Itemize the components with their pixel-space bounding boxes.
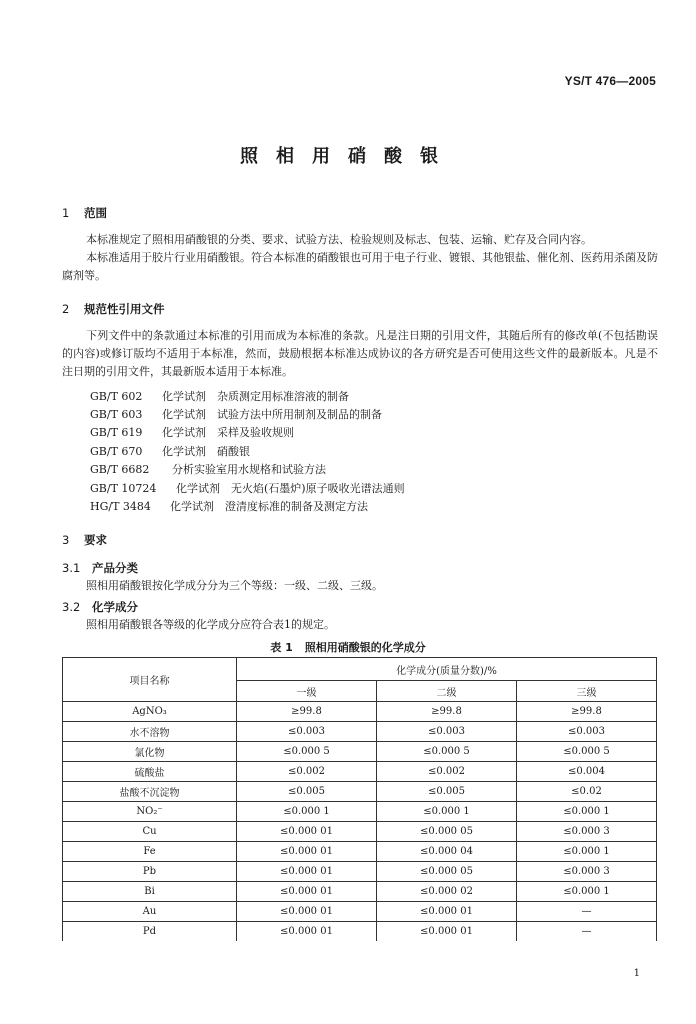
subsection-title: 产品分类	[92, 561, 138, 575]
paragraph-text: 下列文件中的条款通过本标准的引用而成为本标准的条款。凡是注日期的引用文件，其随后所有的修改单(不包括勘误的内容)或修订版均不适用于本标准，然而，鼓励根据本标准达成协议的各方研究是否可使用这些文件的最新版本。凡是不注日期的引用文件，其最新版本适用于本标准。	[62, 329, 658, 378]
subsection-number: 3.2	[62, 600, 81, 614]
cell-grade-1: ≤0.000 01	[237, 822, 377, 842]
reference-title: 化学试剂 采样及验收规则	[162, 426, 294, 439]
cell-grade-1: ≤0.000 01	[237, 902, 377, 922]
cell-grade-2: ≥99.8	[377, 702, 517, 722]
paragraph-text: 照相用硝酸银各等级的化学成分应符合表1的规定。	[86, 618, 335, 631]
subsection-3-1-heading	[62, 560, 138, 576]
cell-grade-1: ≤0.000 1	[237, 802, 377, 822]
reference-item	[90, 461, 326, 477]
cell-grade-2: ≤0.000 5	[377, 742, 517, 762]
cell-grade-2: ≤0.002	[377, 762, 517, 782]
table-title: 照相用硝酸银的化学成分	[304, 641, 426, 654]
cell-grade-2: ≤0.005	[377, 782, 517, 802]
cell-item: 硫酸盐	[63, 762, 237, 782]
cell-grade-2: ≤0.000 1	[377, 802, 517, 822]
cell-grade-3: ≤0.000 1	[517, 882, 657, 902]
subsection-title: 化学成分	[92, 600, 138, 614]
subsection-3-2-heading	[62, 599, 138, 615]
section-2-paragraph	[62, 327, 658, 381]
table-row	[63, 762, 657, 782]
cell-item: 盐酸不沉淀物	[63, 782, 237, 802]
cell-grade-2: ≤0.000 01	[377, 922, 517, 942]
reference-title: 化学试剂 杂质测定用标准溶液的制备	[162, 390, 349, 403]
cell-grade-2: ≤0.000 01	[377, 902, 517, 922]
standard-code: YS/T 476—2005	[564, 74, 656, 88]
cell-grade-1: ≤0.000 01	[237, 922, 377, 942]
cell-item: Fe	[63, 842, 237, 862]
paragraph-text: 本标准适用于胶片行业用硝酸银。符合本标准的硝酸银也可用于电子行业、镀银、其他银盐、催化剂、医药用杀菌及防腐剂等。	[62, 251, 658, 282]
cell-grade-1: ≤0.000 01	[237, 842, 377, 862]
section-1-paragraph-2	[62, 249, 658, 285]
table-row	[63, 802, 657, 822]
table-label: 表 1	[270, 641, 293, 654]
header-item-name: 项目名称	[63, 658, 237, 702]
table-row	[63, 722, 657, 742]
cell-item: Cu	[63, 822, 237, 842]
table-row	[63, 782, 657, 802]
table-row	[63, 902, 657, 922]
cell-grade-2: ≤0.000 04	[377, 842, 517, 862]
cell-grade-1: ≤0.000 01	[237, 862, 377, 882]
cell-grade-3: ≥99.8	[517, 702, 657, 722]
reference-code: GB/T 6682	[90, 463, 150, 476]
table-row	[63, 922, 657, 942]
reference-title: 化学试剂 硝酸银	[162, 445, 250, 458]
cell-grade-1: ≤0.005	[237, 782, 377, 802]
section-2-heading	[62, 301, 165, 317]
cell-grade-1: ≤0.000 5	[237, 742, 377, 762]
table-row	[63, 862, 657, 882]
cell-item: Au	[63, 902, 237, 922]
cell-grade-3: ≤0.000 1	[517, 842, 657, 862]
subsection-3-1-text	[62, 577, 658, 595]
section-title: 范围	[84, 206, 107, 220]
reference-code: HG/T 3484	[90, 500, 151, 513]
cell-grade-2: ≤0.003	[377, 722, 517, 742]
cell-grade-3: ≤0.000 3	[517, 822, 657, 842]
cell-item: Pb	[63, 862, 237, 882]
page-number: 1	[633, 968, 640, 979]
cell-grade-3: —	[517, 902, 657, 922]
cell-item: AgNO₃	[63, 702, 237, 722]
cell-item: NO₂⁻	[63, 802, 237, 822]
cell-grade-1: ≤0.003	[237, 722, 377, 742]
table-row	[63, 842, 657, 862]
reference-title: 化学试剂 试验方法中所用制剂及制品的制备	[162, 408, 382, 421]
cell-grade-2: ≤0.000 02	[377, 882, 517, 902]
reference-code: GB/T 603	[90, 408, 143, 421]
section-title: 规范性引用文件	[84, 302, 165, 316]
table-row	[63, 702, 657, 722]
section-number: 2	[62, 302, 70, 316]
cell-item: 水不溶物	[63, 722, 237, 742]
reference-title: 化学试剂 无火焰(石墨炉)原子吸收光谱法通则	[176, 482, 405, 495]
cell-grade-2: ≤0.000 05	[377, 862, 517, 882]
cell-item: Pd	[63, 922, 237, 942]
header-grade-3: 三级	[517, 681, 657, 702]
cell-grade-1: ≥99.8	[237, 702, 377, 722]
section-3-heading	[62, 532, 107, 548]
section-title: 要求	[84, 533, 107, 547]
reference-item	[90, 498, 368, 514]
paragraph-text: 本标准规定了照相用硝酸银的分类、要求、试验方法、检验规则及标志、包装、运输、贮存及合同内容。	[86, 233, 592, 246]
header-grade-2: 二级	[377, 681, 517, 702]
reference-code: GB/T 602	[90, 390, 143, 403]
reference-item	[90, 480, 405, 496]
table-row	[63, 822, 657, 842]
reference-item	[90, 406, 382, 422]
subsection-number: 3.1	[62, 561, 81, 575]
table-caption	[0, 639, 696, 655]
reference-code: GB/T 670	[90, 445, 143, 458]
cell-grade-3: ≤0.000 5	[517, 742, 657, 762]
document-title: 照相用硝酸银	[240, 146, 456, 167]
cell-item: Bi	[63, 882, 237, 902]
header-composition: 化学成分(质量分数)/%	[237, 658, 657, 681]
reference-code: GB/T 10724	[90, 482, 157, 495]
cell-grade-1: ≤0.002	[237, 762, 377, 782]
cell-grade-3: ≤0.000 1	[517, 802, 657, 822]
cell-grade-1: ≤0.000 01	[237, 882, 377, 902]
reference-item	[90, 443, 250, 459]
reference-title: 化学试剂 澄清度标准的制备及测定方法	[170, 500, 368, 513]
cell-grade-3: ≤0.000 3	[517, 862, 657, 882]
paragraph-text: 照相用硝酸银按化学成分分为三个等级：一级、二级、三级。	[86, 579, 383, 592]
section-1-paragraph-1	[62, 231, 658, 249]
section-number: 1	[62, 206, 70, 220]
table-row	[63, 742, 657, 762]
cell-grade-3: —	[517, 922, 657, 942]
cell-grade-3: ≤0.003	[517, 722, 657, 742]
cell-grade-2: ≤0.000 05	[377, 822, 517, 842]
reference-code: GB/T 619	[90, 426, 143, 439]
reference-item	[90, 424, 294, 440]
reference-item	[90, 388, 349, 404]
reference-title: 分析实验室用水规格和试验方法	[172, 463, 326, 476]
cell-item: 氯化物	[63, 742, 237, 762]
cell-grade-3: ≤0.004	[517, 762, 657, 782]
section-1-heading	[62, 205, 107, 221]
cell-grade-3: ≤0.02	[517, 782, 657, 802]
table-row	[63, 882, 657, 902]
chemical-composition-table	[62, 657, 657, 941]
subsection-3-2-text	[62, 616, 658, 634]
header-grade-1: 一级	[237, 681, 377, 702]
section-number: 3	[62, 533, 70, 547]
